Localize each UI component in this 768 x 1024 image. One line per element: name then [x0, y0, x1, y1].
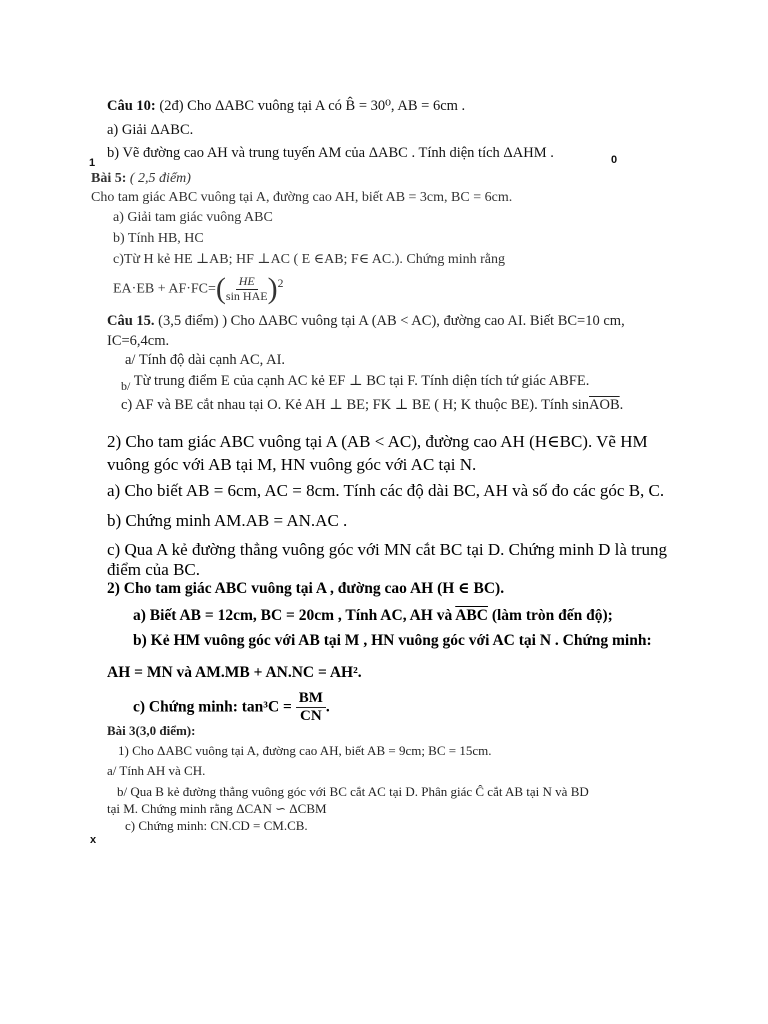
bai5-title	[91, 171, 191, 187]
bai5-exponent: 2	[277, 276, 284, 290]
p2b-a-arc: $\overline{ABC}$	[455, 607, 488, 624]
p2b-frac-num: BM	[296, 690, 326, 708]
bai5-part-b: b) Tính HB, HC	[113, 231, 204, 246]
cau15-part-b	[121, 373, 590, 393]
bai5-formula-lhs: EA·EB + AF·FC=	[113, 281, 216, 297]
p2b-fraction	[296, 690, 326, 726]
cau10-title	[107, 98, 465, 115]
cau15-b-mark: b/	[121, 379, 131, 393]
bai3-part-b2: tại M. Chứng minh rằng ΔCAN ∽ ΔCBM	[107, 801, 327, 816]
cau15-statement: (3,5 điểm) ) Cho ΔABC vuông tại A (AB < AC), đường cao AI. Biết BC=10 cm,	[154, 313, 625, 329]
p2a-part-a: a) Cho biết AB = 6cm, AC = 8cm. Tính các độ dài BC, AH và số đo các góc B, C.	[107, 481, 665, 500]
p2b-part-a: a) Biết AB = 12cm, BC = 20cm , Tính AC, AH và $\overline{ABC}$ (làm tròn đến độ);	[133, 607, 613, 624]
cau15-line2: IC=6,4cm.	[107, 333, 170, 349]
p2a-part-b: b) Chứng minh AM.AB = AN.AC .	[107, 511, 348, 530]
cau15-c-arc: $\overline{AOB}$	[589, 397, 620, 413]
bai5-frac-num: HE	[236, 275, 258, 290]
bai3-part-c: c) Chứng minh: CN.CD = CM.CB.	[125, 818, 308, 833]
bai3-line1: 1) Cho ΔABC vuông tại A, đường cao AH, biết AB = 9cm; BC = 15cm.	[118, 743, 492, 758]
cau15-c-text: c) AF và BE cắt nhau tại O. Kẻ AH ⊥ BE; FK ⊥ BE ( H; K thuộc BE). Tính sin	[121, 397, 590, 413]
cau10-label: Câu 10:	[107, 98, 156, 114]
p2a-line1: 2) Cho tam giác ABC vuông tại A (AB < AC), đường cao AH (H∈BC). Vẽ HM	[107, 432, 648, 451]
bai5-formula: EA·EB + AF·FC=( $\frac{HE}{\text{sin HAE}}$ )$^2$	[113, 272, 284, 305]
margin-mark-left: 1	[89, 157, 96, 169]
p2a-line2: vuông góc với AB tại M, HN vuông góc với AC tại N.	[107, 455, 477, 474]
bai3-title: Bài 3(3,0 điểm):	[107, 723, 196, 738]
bai5-part-a: a) Giải tam giác vuông ABC	[113, 210, 273, 225]
cau15-part-a: a/ Tính độ dài cạnh AC, AI.	[125, 352, 286, 368]
cau15-b-text: Từ trung điểm E của cạnh AC kẻ EF ⊥ BC tại F. Tính diện tích tứ giác ABFE.	[133, 373, 590, 389]
bai5-intro: Cho tam giác ABC vuông tại A, đường cao AH, biết AB = 3cm, BC = 6cm.	[91, 190, 513, 205]
bai5-frac-den: sin HAE	[225, 288, 268, 303]
p2b-line1: 2) Cho tam giác ABC vuông tại A , đường cao AH (H ∈ BC).	[107, 580, 505, 597]
p2b-part-c: c) Chứng minh: tan³C = $\frac{BM}{CN}$ .	[133, 690, 330, 725]
bai3-part-b1: b/ Qua B kẻ đường thẳng vuông góc với BC cắt AC tại D. Phân giác Ĉ cắt AB tại N và BD	[117, 784, 589, 799]
bai5-label: Bài 5:	[91, 171, 127, 186]
bai5-fraction	[226, 275, 268, 304]
cau10-statement: (2đ) Cho ΔABC vuông tại A có B̂ = 30⁰, AB = 6cm .	[155, 98, 466, 114]
cau10-part-b: b) Vẽ đường cao AH và trung tuyến AM của ΔABC . Tính diện tích ΔAHM .	[107, 145, 554, 161]
p2b-part-b: b) Kẻ HM vuông góc với AB tại M , HN vuông góc với AC tại N . Chứng minh:	[133, 632, 652, 649]
cau15-title	[107, 313, 625, 330]
cau10-part-a: a) Giải ΔABC.	[107, 122, 194, 138]
p2b-part-b2: AH = MN và AM.MB + AN.NC = AH².	[107, 664, 362, 681]
margin-mark-bottom: x	[90, 834, 97, 846]
bai5-part-c: c)Từ H kẻ HE ⊥AB; HF ⊥AC ( E ∈AB; F∈ AC.). Chứng minh rằng	[113, 252, 505, 267]
margin-mark-right: 0	[611, 154, 618, 166]
cau15-part-c: c) AF và BE cắt nhau tại O. Kẻ AH ⊥ BE; FK ⊥ BE ( H; K thuộc BE). Tính $\sin\overline{AOB}$.	[121, 397, 624, 413]
cau15-label: Câu 15.	[107, 313, 155, 329]
p2a-part-c2: điểm của BC.	[107, 560, 201, 579]
bai5-points: ( 2,5 điểm)	[126, 171, 191, 186]
bai3-part-a: a/ Tính AH và CH.	[107, 763, 206, 778]
p2b-frac-den: CN	[299, 708, 322, 725]
p2a-part-c1: c) Qua A kẻ đường thẳng vuông góc với MN cắt BC tại D. Chứng minh D là trung	[107, 540, 668, 559]
